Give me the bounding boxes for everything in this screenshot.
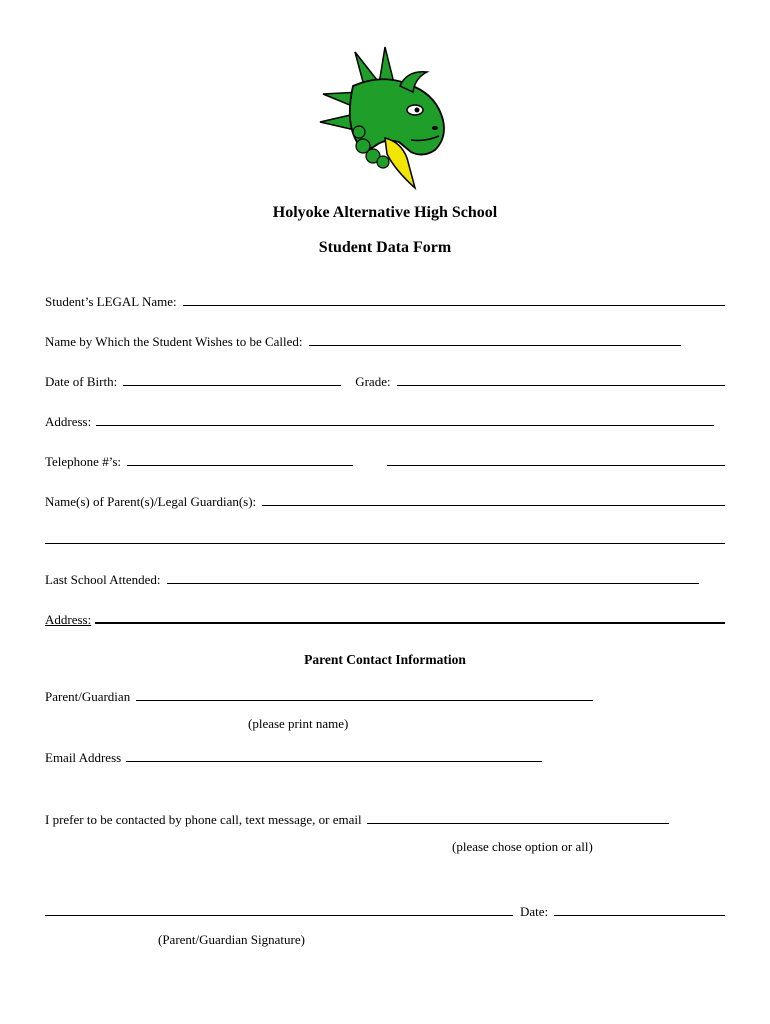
email-label: Email Address [45, 750, 122, 765]
legal-name-field[interactable] [183, 305, 725, 306]
preferred-name-row [45, 330, 725, 350]
school-name: Holyoke Alternative High School [272, 204, 498, 221]
grade-field[interactable] [397, 385, 725, 386]
contact-pref-field[interactable] [367, 823, 669, 824]
address-label: Address: [45, 414, 92, 429]
legal-name-row [45, 290, 725, 310]
guardian-names-continuation-row [45, 528, 725, 548]
signature-caption: (Parent/Guardian Signature) [158, 932, 305, 947]
address-field[interactable] [96, 425, 714, 426]
guardian-names-field-2[interactable] [45, 543, 725, 544]
dob-field[interactable] [123, 385, 341, 386]
last-school-address-label: Address: [45, 612, 92, 627]
school-logo [315, 42, 455, 192]
last-school-label: Last School Attended: [45, 572, 161, 587]
date-field[interactable] [554, 915, 725, 916]
signature-field[interactable] [45, 915, 513, 916]
dob-label: Date of Birth: [45, 374, 118, 389]
contact-pref-hint: (please chose option or all) [452, 839, 593, 854]
guardian-name-field[interactable] [136, 700, 593, 701]
last-school-row [45, 568, 725, 588]
email-row [45, 746, 725, 766]
signature-row [45, 900, 725, 920]
guardian-row [45, 685, 725, 705]
legal-name-label: Student’s LEGAL Name: [45, 294, 177, 309]
telephone-field-1[interactable] [127, 465, 353, 466]
last-school-address-row [45, 608, 725, 628]
guardian-names-field[interactable] [262, 505, 725, 506]
preferred-name-label: Name by Which the Student Wishes to be Called: [45, 334, 303, 349]
dragon-mascot-icon [315, 42, 455, 192]
form-title: Student Data Form [318, 239, 452, 256]
grade-label: Grade: [355, 374, 391, 389]
contact-pref-label: I prefer to be contacted by phone call, text message, or email [45, 812, 362, 827]
dob-grade-row [45, 370, 725, 390]
telephone-field-2[interactable] [387, 465, 725, 466]
guardian-label: Parent/Guardian [45, 689, 131, 704]
guardian-names-label: Name(s) of Parent(s)/Legal Guardian(s): [45, 494, 257, 509]
last-school-address-field[interactable] [95, 622, 725, 624]
email-field[interactable] [126, 761, 542, 762]
telephone-row [45, 450, 725, 470]
contact-pref-row [45, 808, 725, 828]
address-row [45, 410, 725, 430]
telephone-label: Telephone #’s: [45, 454, 121, 469]
guardian-names-row [45, 490, 725, 510]
preferred-name-field[interactable] [309, 345, 681, 346]
print-name-hint: (please print name) [248, 716, 349, 731]
last-school-field[interactable] [167, 583, 699, 584]
parent-contact-title: Parent Contact Information [304, 652, 466, 667]
date-label: Date: [520, 904, 549, 919]
